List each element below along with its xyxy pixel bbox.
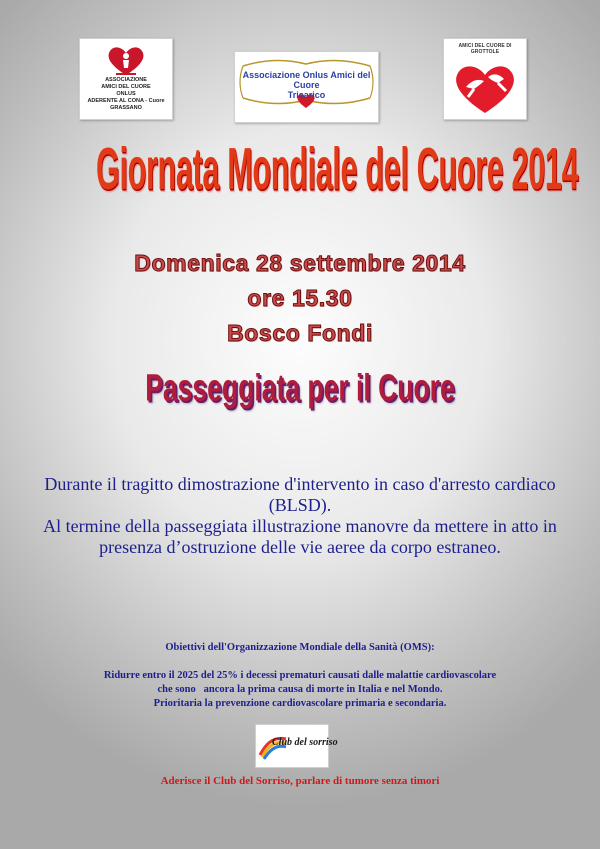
event-subtitle: Passeggiata per il Cuore — [145, 366, 455, 410]
club-del-sorriso-logo — [255, 724, 338, 768]
objectives-line-1: Ridurre entro il 2025 del 25% i decessi prematuri causati dalle malattie cardiovascolare — [103, 670, 497, 681]
logo-right-text: AMICI DEL CUORE DI GROTTOLE — [458, 43, 512, 55]
objectives-line-3: Prioritaria la prevenzione cardiovascolare primaria e secondaria. — [153, 698, 447, 709]
footer-text: Aderisce il Club del Sorriso, parlare di tumore senza timori — [160, 775, 440, 787]
logo-amici-cuore-tricarico — [234, 51, 379, 123]
logo-amici-cuore-grassano — [79, 38, 173, 120]
event-title: Giornata Mondiale del Cuore 2014 — [96, 134, 579, 203]
logo-center-text: Associazione Onlus Amici del Cuore Tricarico — [242, 70, 371, 100]
description-paragraph-1: Durante il tragitto dimostrazione d'intervento in caso d'arresto cardiaco (BLSD). — [44, 474, 556, 515]
heart-hands-icon — [444, 53, 526, 119]
event-place: Bosco Fondi — [227, 320, 373, 346]
club-name: Club del sorriso — [272, 737, 338, 748]
event-time: ore 15.30 — [247, 285, 353, 311]
logo-amici-cuore-grottole — [443, 38, 527, 120]
objectives-line-2: che sono ancora la prima causa di morte in Italia e nel Mondo. — [157, 684, 443, 695]
description-paragraph-2: Al termine della passeggiata illustrazione manovre da mettere in atto in presenza d’ostruzione delle vie aeree da corpo estraneo. — [43, 516, 557, 557]
heart-with-figure-icon — [80, 41, 172, 81]
objectives-heading: Obiettivi dell'Organizzazione Mondiale della Sanità (OMS): — [165, 642, 435, 653]
event-date: Domenica 28 settembre 2014 — [134, 250, 466, 276]
logo-left-text: ASSOCIAZIONE AMICI DEL CUORE ONLUS ADERENTE AL CONA - Cuore GRASSANO — [87, 77, 165, 111]
